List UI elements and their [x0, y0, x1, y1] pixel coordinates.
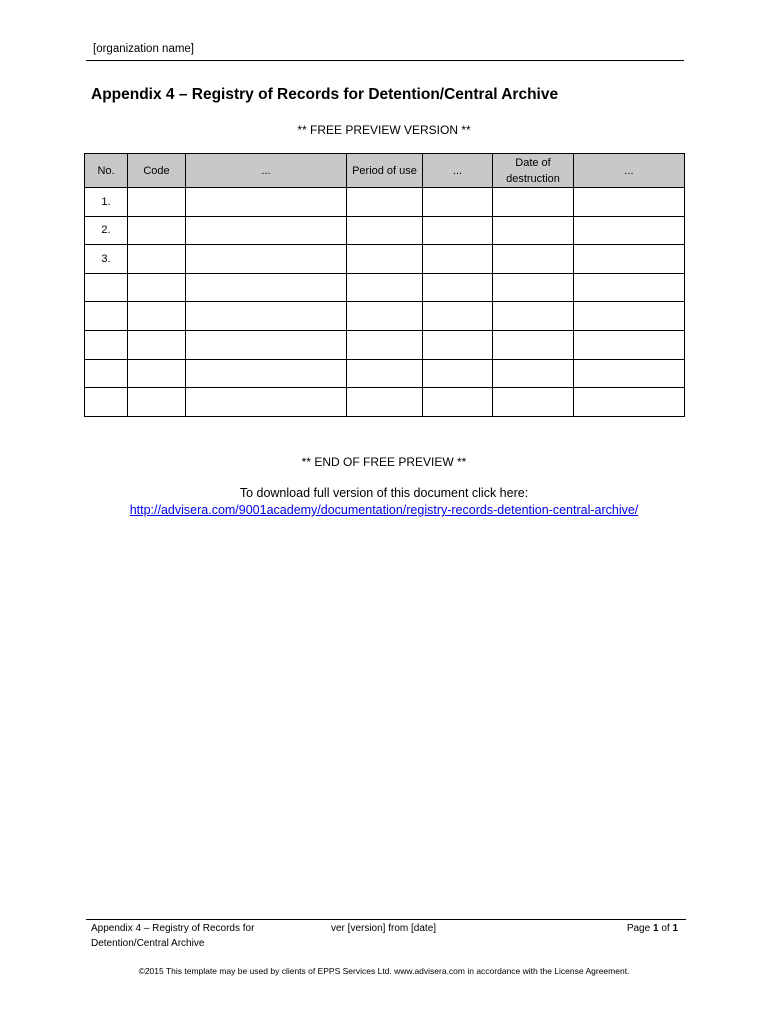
- table-cell: [347, 359, 423, 388]
- table-body: [85, 188, 685, 417]
- table-cell: [423, 216, 493, 245]
- table-cell: [574, 188, 685, 217]
- table-cell: [347, 245, 423, 274]
- table-cell: [493, 188, 574, 217]
- footer-page-number: [627, 921, 678, 936]
- column-header-blank-1: ...: [186, 154, 347, 188]
- table-cell: [186, 302, 347, 331]
- table-cell: [347, 330, 423, 359]
- table-cell: [186, 216, 347, 245]
- copyright-notice: ©2015 This template may be used by clients of EPPS Services Ltd. www.advisera.com in accordance with the License Agreement.: [138, 966, 630, 976]
- table-cell: [85, 330, 128, 359]
- table-cell: [347, 216, 423, 245]
- table-cell: [493, 245, 574, 274]
- table-cell: [423, 359, 493, 388]
- table-cell: [574, 388, 685, 417]
- registry-table: [84, 153, 685, 417]
- table-cell: [347, 302, 423, 331]
- table-cell: [493, 216, 574, 245]
- table-cell: [423, 188, 493, 217]
- table-row: [85, 359, 685, 388]
- table-cell: [574, 330, 685, 359]
- page-total: 1: [672, 923, 678, 934]
- table-cell: [574, 302, 685, 331]
- free-preview-note: ** FREE PREVIEW VERSION **: [297, 123, 471, 137]
- table-cell: [85, 388, 128, 417]
- table-cell: [186, 273, 347, 302]
- page-of-label: of: [661, 923, 670, 934]
- table-cell: [493, 359, 574, 388]
- table-cell: [574, 245, 685, 274]
- table-cell: [85, 273, 128, 302]
- table-cell: [128, 216, 186, 245]
- table-cell: [85, 359, 128, 388]
- table-cell: [423, 245, 493, 274]
- table-cell: [128, 388, 186, 417]
- table-row: [85, 216, 685, 245]
- table-cell: [347, 273, 423, 302]
- table-cell: [423, 388, 493, 417]
- column-header-blank-3: ...: [574, 154, 685, 188]
- column-header-code: Code: [128, 154, 186, 188]
- table-cell: [493, 330, 574, 359]
- table-cell: [128, 302, 186, 331]
- table-cell: [493, 302, 574, 331]
- footer-version: ver [version] from [date]: [331, 923, 437, 934]
- table-row: [85, 273, 685, 302]
- table-cell: [423, 330, 493, 359]
- document-title: Appendix 4 – Registry of Records for Detention/Central Archive: [91, 86, 559, 103]
- header-divider: [86, 60, 684, 61]
- table-cell: [423, 273, 493, 302]
- table-cell: [186, 359, 347, 388]
- table-cell: [186, 188, 347, 217]
- table-cell: [186, 245, 347, 274]
- table-cell: [186, 330, 347, 359]
- table-row: [85, 388, 685, 417]
- table-cell: [574, 273, 685, 302]
- footer-document-title: Appendix 4 – Registry of Records for Detention/Central Archive: [91, 923, 255, 949]
- table-cell: 1.: [85, 188, 128, 217]
- download-link[interactable]: http://advisera.com/9001academy/documentation/registry-records-detention-central-archive/: [129, 503, 639, 517]
- organization-name: [organization name]: [93, 43, 195, 55]
- table-cell: [493, 273, 574, 302]
- end-preview-note: ** END OF FREE PREVIEW **: [301, 455, 467, 469]
- table-cell: [128, 359, 186, 388]
- table-cell: [186, 388, 347, 417]
- table-row: [85, 330, 685, 359]
- page-label: Page: [626, 923, 651, 934]
- table-cell: [128, 245, 186, 274]
- table-cell: [493, 388, 574, 417]
- table-cell: [574, 359, 685, 388]
- download-instruction: To download full version of this document click here:: [239, 486, 529, 500]
- column-header-blank-2: ...: [423, 154, 493, 188]
- table-row: [85, 245, 685, 274]
- footer-divider: [86, 919, 686, 920]
- table-cell: [85, 302, 128, 331]
- page-current: 1: [652, 923, 659, 934]
- table-cell: [128, 188, 186, 217]
- table-row: [85, 302, 685, 331]
- table-cell: [574, 216, 685, 245]
- table-row: [85, 188, 685, 217]
- table-header-row: [85, 154, 685, 188]
- column-header-period-of-use: Period of use: [347, 154, 423, 188]
- table-cell: [128, 330, 186, 359]
- download-link-container: [0, 503, 768, 517]
- column-header-no: No.: [85, 154, 128, 188]
- table-cell: 2.: [85, 216, 128, 245]
- table-cell: [128, 273, 186, 302]
- column-header-date-of-destruction: Date of destruction: [493, 154, 574, 188]
- table-cell: [347, 188, 423, 217]
- table-cell: [347, 388, 423, 417]
- table-cell: [423, 302, 493, 331]
- table-cell: 3.: [85, 245, 128, 274]
